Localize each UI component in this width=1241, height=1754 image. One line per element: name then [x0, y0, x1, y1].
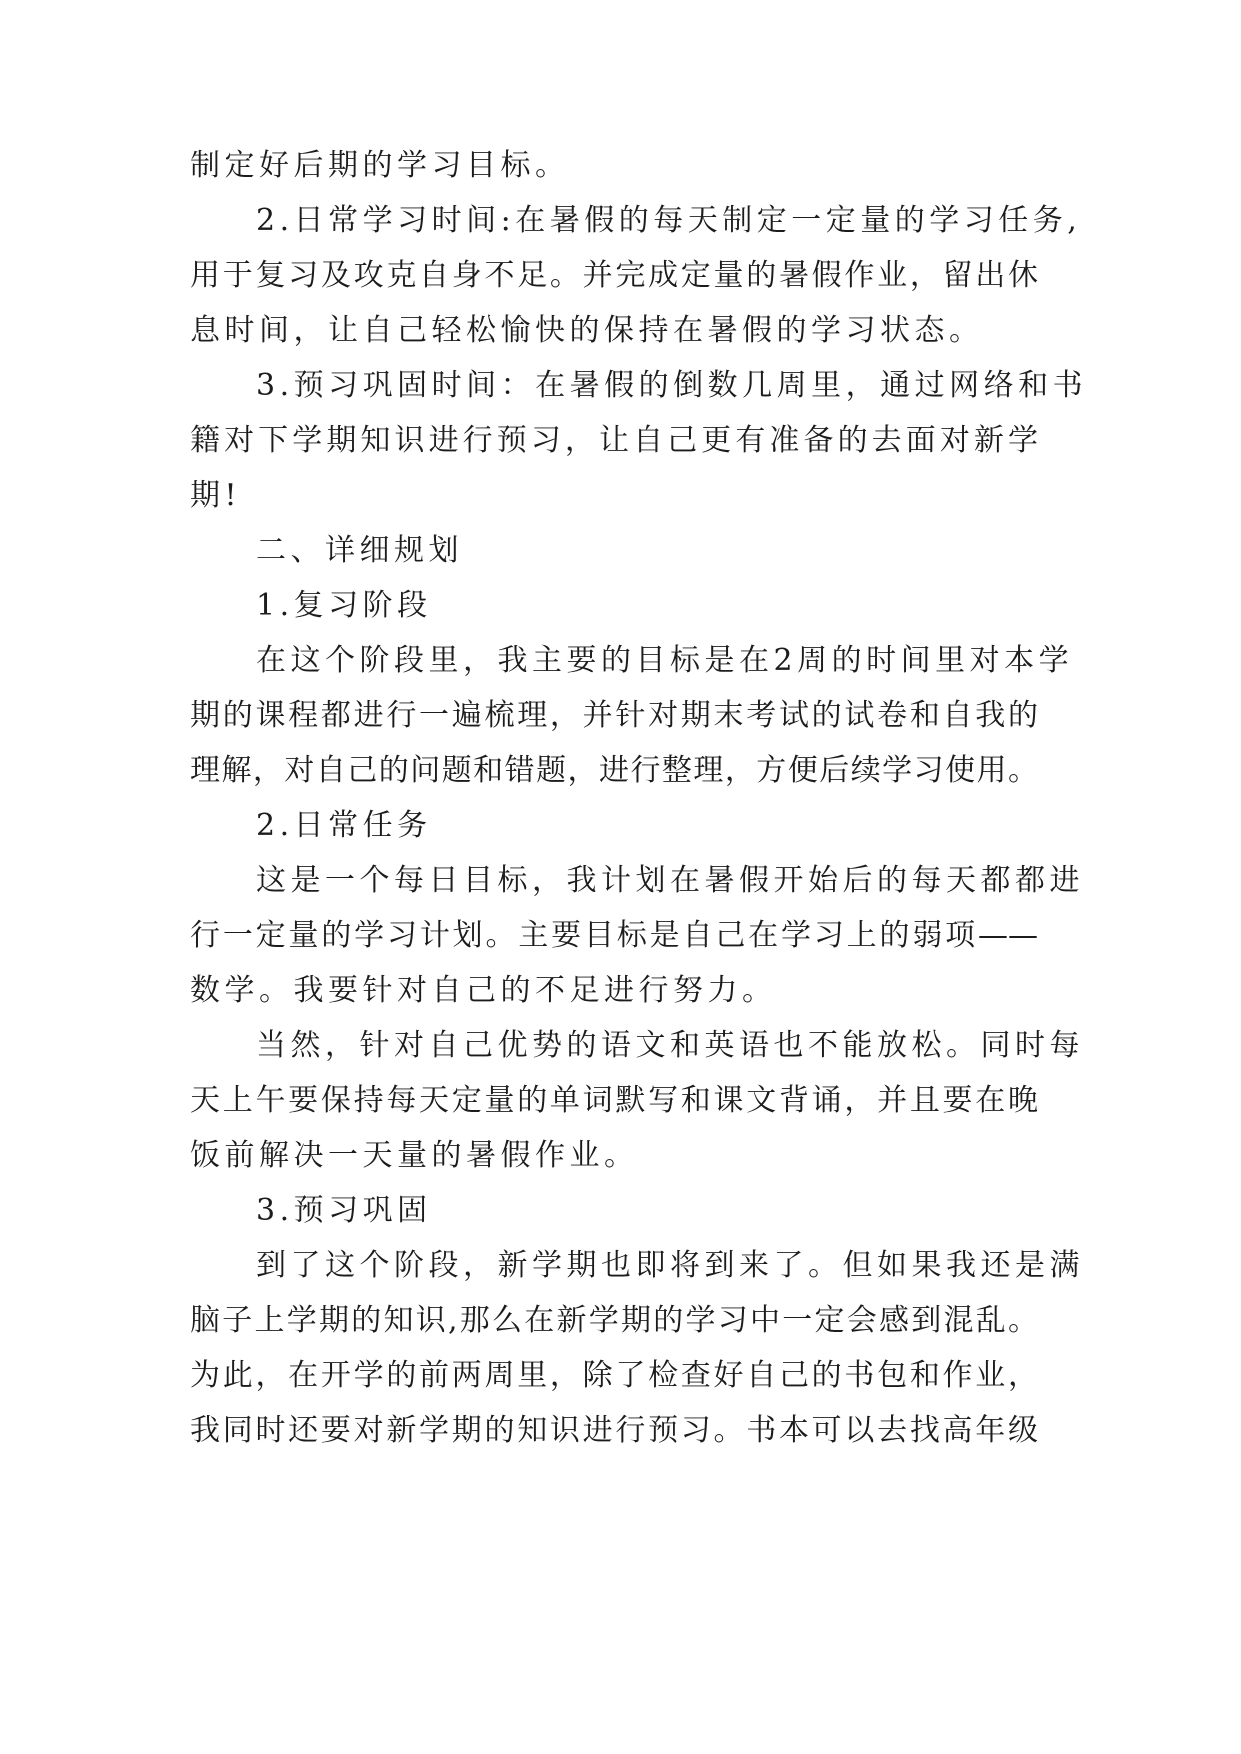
text-line: 息时间，让自己轻松愉快的保持在暑假的学习状态。 — [190, 313, 984, 348]
text-line: 行一定量的学习计划。主要目标是自己在学习上的弱项—— — [190, 918, 1038, 953]
text-line: 用于复习及攻克自身不足。并完成定量的暑假作业，留出休 — [190, 258, 1038, 293]
section-heading: 二、详细规划 — [256, 533, 463, 568]
text-line: 天上午要保持每天定量的单词默写和课文背诵，并且要在晚 — [190, 1083, 1038, 1118]
text-line: 为此，在开学的前两周里，除了检查好自己的书包和作业， — [190, 1358, 1038, 1393]
text-line: 脑子上学期的知识,那么在新学期的学习中一定会感到混乱。 — [190, 1303, 1038, 1338]
text-line: 理解，对自己的问题和错题，进行整理，方便后续学习使用。 — [190, 753, 1038, 788]
text-line: 2.日常学习时间:在暑假的每天制定一定量的学习任务, — [256, 203, 1082, 238]
text-line: 3.预习巩固时间：在暑假的倒数几周里，通过网络和书 — [256, 368, 1088, 403]
text-line: 数学。我要针对自己的不足进行努力。 — [190, 973, 777, 1008]
subsection-heading: 1.复习阶段 — [256, 588, 432, 623]
text-line: 籍对下学期知识进行预习，让自己更有准备的去面对新学 — [190, 423, 1038, 458]
text-line: 到了这个阶段，新学期也即将到来了。但如果我还是满 — [256, 1248, 1084, 1283]
text-line: 当然，针对自己优势的语文和英语也不能放松。同时每 — [256, 1028, 1084, 1063]
subsection-heading: 3.预习巩固 — [256, 1193, 432, 1228]
text-line: 期! — [190, 478, 242, 513]
text-line: 制定好后期的学习目标。 — [190, 148, 570, 183]
text-line: 这是一个每日目标，我计划在暑假开始后的每天都都进 — [256, 863, 1084, 898]
text-line: 我同时还要对新学期的知识进行预习。书本可以去找高年级 — [190, 1413, 1038, 1448]
text-line: 饭前解决一天量的暑假作业。 — [190, 1138, 639, 1173]
text-line: 期的课程都进行一遍梳理，并针对期末考试的试卷和自我的 — [190, 698, 1038, 733]
subsection-heading: 2.日常任务 — [256, 808, 432, 843]
text-line: 在这个阶段里，我主要的目标是在2周的时间里对本学 — [256, 643, 1074, 678]
